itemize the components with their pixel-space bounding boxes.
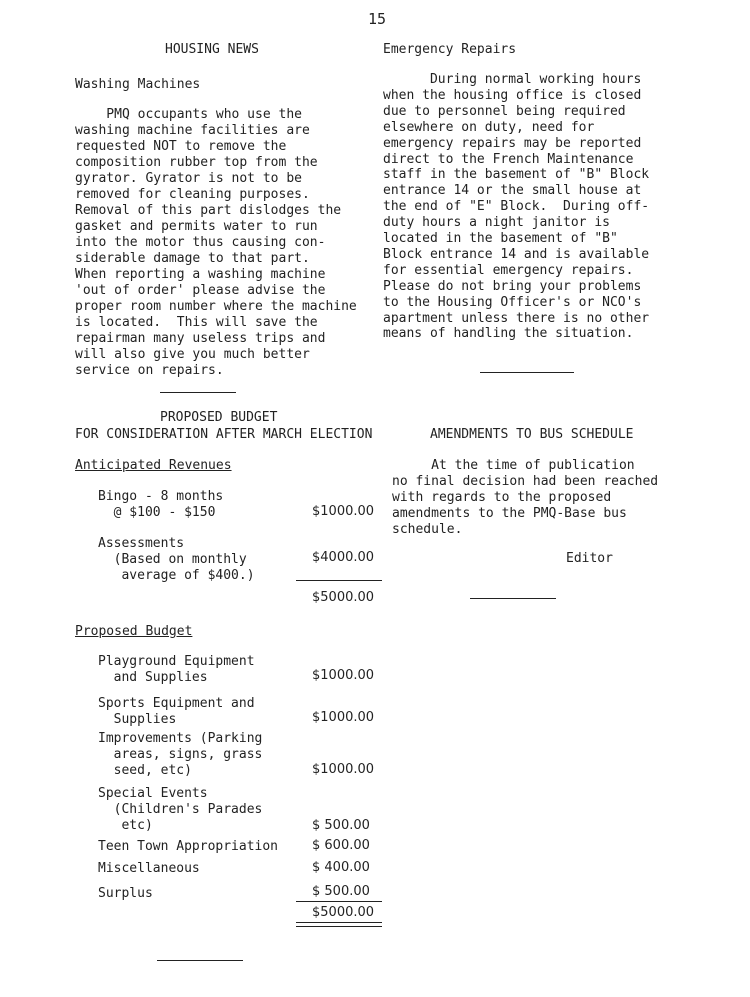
budget-item-label: areas, signs, grass <box>98 747 263 762</box>
text-line: gasket and permits water to run <box>75 219 318 234</box>
page-number: 15 <box>368 10 387 28</box>
revenue-amount: $4000.00 <box>312 550 375 565</box>
text-line: gyrator. Gyrator is not to be <box>75 171 302 186</box>
double-rule <box>296 922 382 927</box>
text-line: requested NOT to remove the <box>75 139 287 154</box>
budget-item-label: seed, etc) <box>98 763 192 778</box>
budget-item-amount: $1000.00 <box>312 710 375 725</box>
divider <box>470 598 556 599</box>
text-line: 'out of order' please advise the <box>75 283 326 298</box>
budget-item-label: Teen Town Appropriation <box>98 839 279 854</box>
text-line: washing machine facilities are <box>75 123 310 138</box>
budget-item-amount: $ 400.00 <box>312 860 370 875</box>
budget-item-label: Supplies <box>98 712 177 727</box>
budget-subtitle: FOR CONSIDERATION AFTER MARCH ELECTION <box>75 427 373 442</box>
text-line: At the time of publication <box>392 458 635 473</box>
text-line: Removal of this part dislodges the <box>75 203 342 218</box>
housing-news-title: HOUSING NEWS <box>165 42 259 57</box>
budget-item-label: Miscellaneous <box>98 861 200 876</box>
text-line: removed for cleaning purposes. <box>75 187 310 202</box>
budget-title: PROPOSED BUDGET <box>160 410 278 425</box>
text-line: to the Housing Officer's or NCO's <box>383 294 642 310</box>
bus-schedule-title: AMENDMENTS TO BUS SCHEDULE <box>430 427 634 442</box>
budget-item-label: Improvements (Parking <box>98 731 263 746</box>
text-line: proper room number where the machine <box>75 299 357 314</box>
revenue-label: Bingo - 8 months <box>98 489 224 504</box>
text-line: due to personnel being required <box>383 103 626 119</box>
text-line: apartment unless there is no other <box>383 310 650 326</box>
text-line: for essential emergency repairs. <box>383 262 634 278</box>
washing-machines-heading: Washing Machines <box>75 77 201 92</box>
budget-total: $5000.00 <box>312 905 375 920</box>
text-line: into the motor thus causing con- <box>75 235 326 250</box>
text-line: amendments to the PMQ-Base bus <box>392 506 627 521</box>
text-line: schedule. <box>392 522 463 537</box>
text-line: When reporting a washing machine <box>75 267 326 282</box>
budget-item-amount: $ 500.00 <box>312 818 370 833</box>
anticipated-revenues-heading: Anticipated Revenues <box>75 458 232 473</box>
text-line: when the housing office is closed <box>383 87 642 103</box>
text-line: staff in the basement of "B" Block <box>383 167 650 183</box>
text-line: located in the basement of "B" <box>383 231 618 246</box>
revenue-amount: $1000.00 <box>312 504 375 519</box>
divider <box>160 392 236 393</box>
divider <box>157 960 243 961</box>
budget-item-amount: $1000.00 <box>312 762 375 777</box>
text-line: PMQ occupants who use the <box>75 107 302 122</box>
editor-signature: Editor <box>566 551 613 566</box>
text-line: no final decision had been reached <box>392 474 659 489</box>
revenue-total: $5000.00 <box>312 590 375 605</box>
emergency-repairs-title: Emergency Repairs <box>383 42 517 57</box>
text-line: composition rubber top from the <box>75 155 318 170</box>
proposed-budget-heading: Proposed Budget <box>75 624 193 639</box>
text-line: service on repairs. <box>75 363 224 378</box>
text-line: During normal working hours <box>383 72 642 87</box>
revenue-label: Assessments <box>98 536 185 551</box>
text-line: will also give you much better <box>75 347 310 362</box>
text-line: entrance 14 or the small house at <box>383 183 642 199</box>
budget-item-label: and Supplies <box>98 670 208 685</box>
revenue-label: (Based on monthly <box>98 552 247 567</box>
text-line: the end of "E" Block. During off- <box>383 199 650 215</box>
budget-item-label: Special Events <box>98 786 208 801</box>
budget-item-amount: $ 600.00 <box>312 838 370 853</box>
revenue-label: @ $100 - $150 <box>98 505 216 520</box>
text-line: elsewhere on duty, need for <box>383 119 595 135</box>
budget-item-label: Playground Equipment <box>98 654 255 669</box>
budget-item-amount: $ 500.00 <box>312 884 370 899</box>
budget-item-label: Sports Equipment and <box>98 696 255 711</box>
text-line: emergency repairs may be reported <box>383 135 642 151</box>
revenue-label: average of $400.) <box>98 568 255 583</box>
total-rule <box>296 580 382 581</box>
text-line: duty hours a night janitor is <box>383 215 610 231</box>
text-line: direct to the French Maintenance <box>383 151 634 167</box>
text-line: is located. This will save the <box>75 315 318 330</box>
text-line: Block entrance 14 and is available <box>383 246 650 262</box>
budget-item-label: Surplus <box>98 886 153 901</box>
text-line: repairman many useless trips and <box>75 331 326 346</box>
text-line: Please do not bring your problems <box>383 278 642 294</box>
total-rule <box>296 901 382 902</box>
text-line: means of handling the situation. <box>383 326 634 342</box>
text-line: with regards to the proposed <box>392 490 612 505</box>
budget-item-label: (Children's Parades <box>98 802 263 817</box>
text-line: siderable damage to that part. <box>75 251 310 266</box>
budget-item-label: etc) <box>98 818 153 833</box>
budget-item-amount: $1000.00 <box>312 668 375 683</box>
divider <box>480 372 574 373</box>
